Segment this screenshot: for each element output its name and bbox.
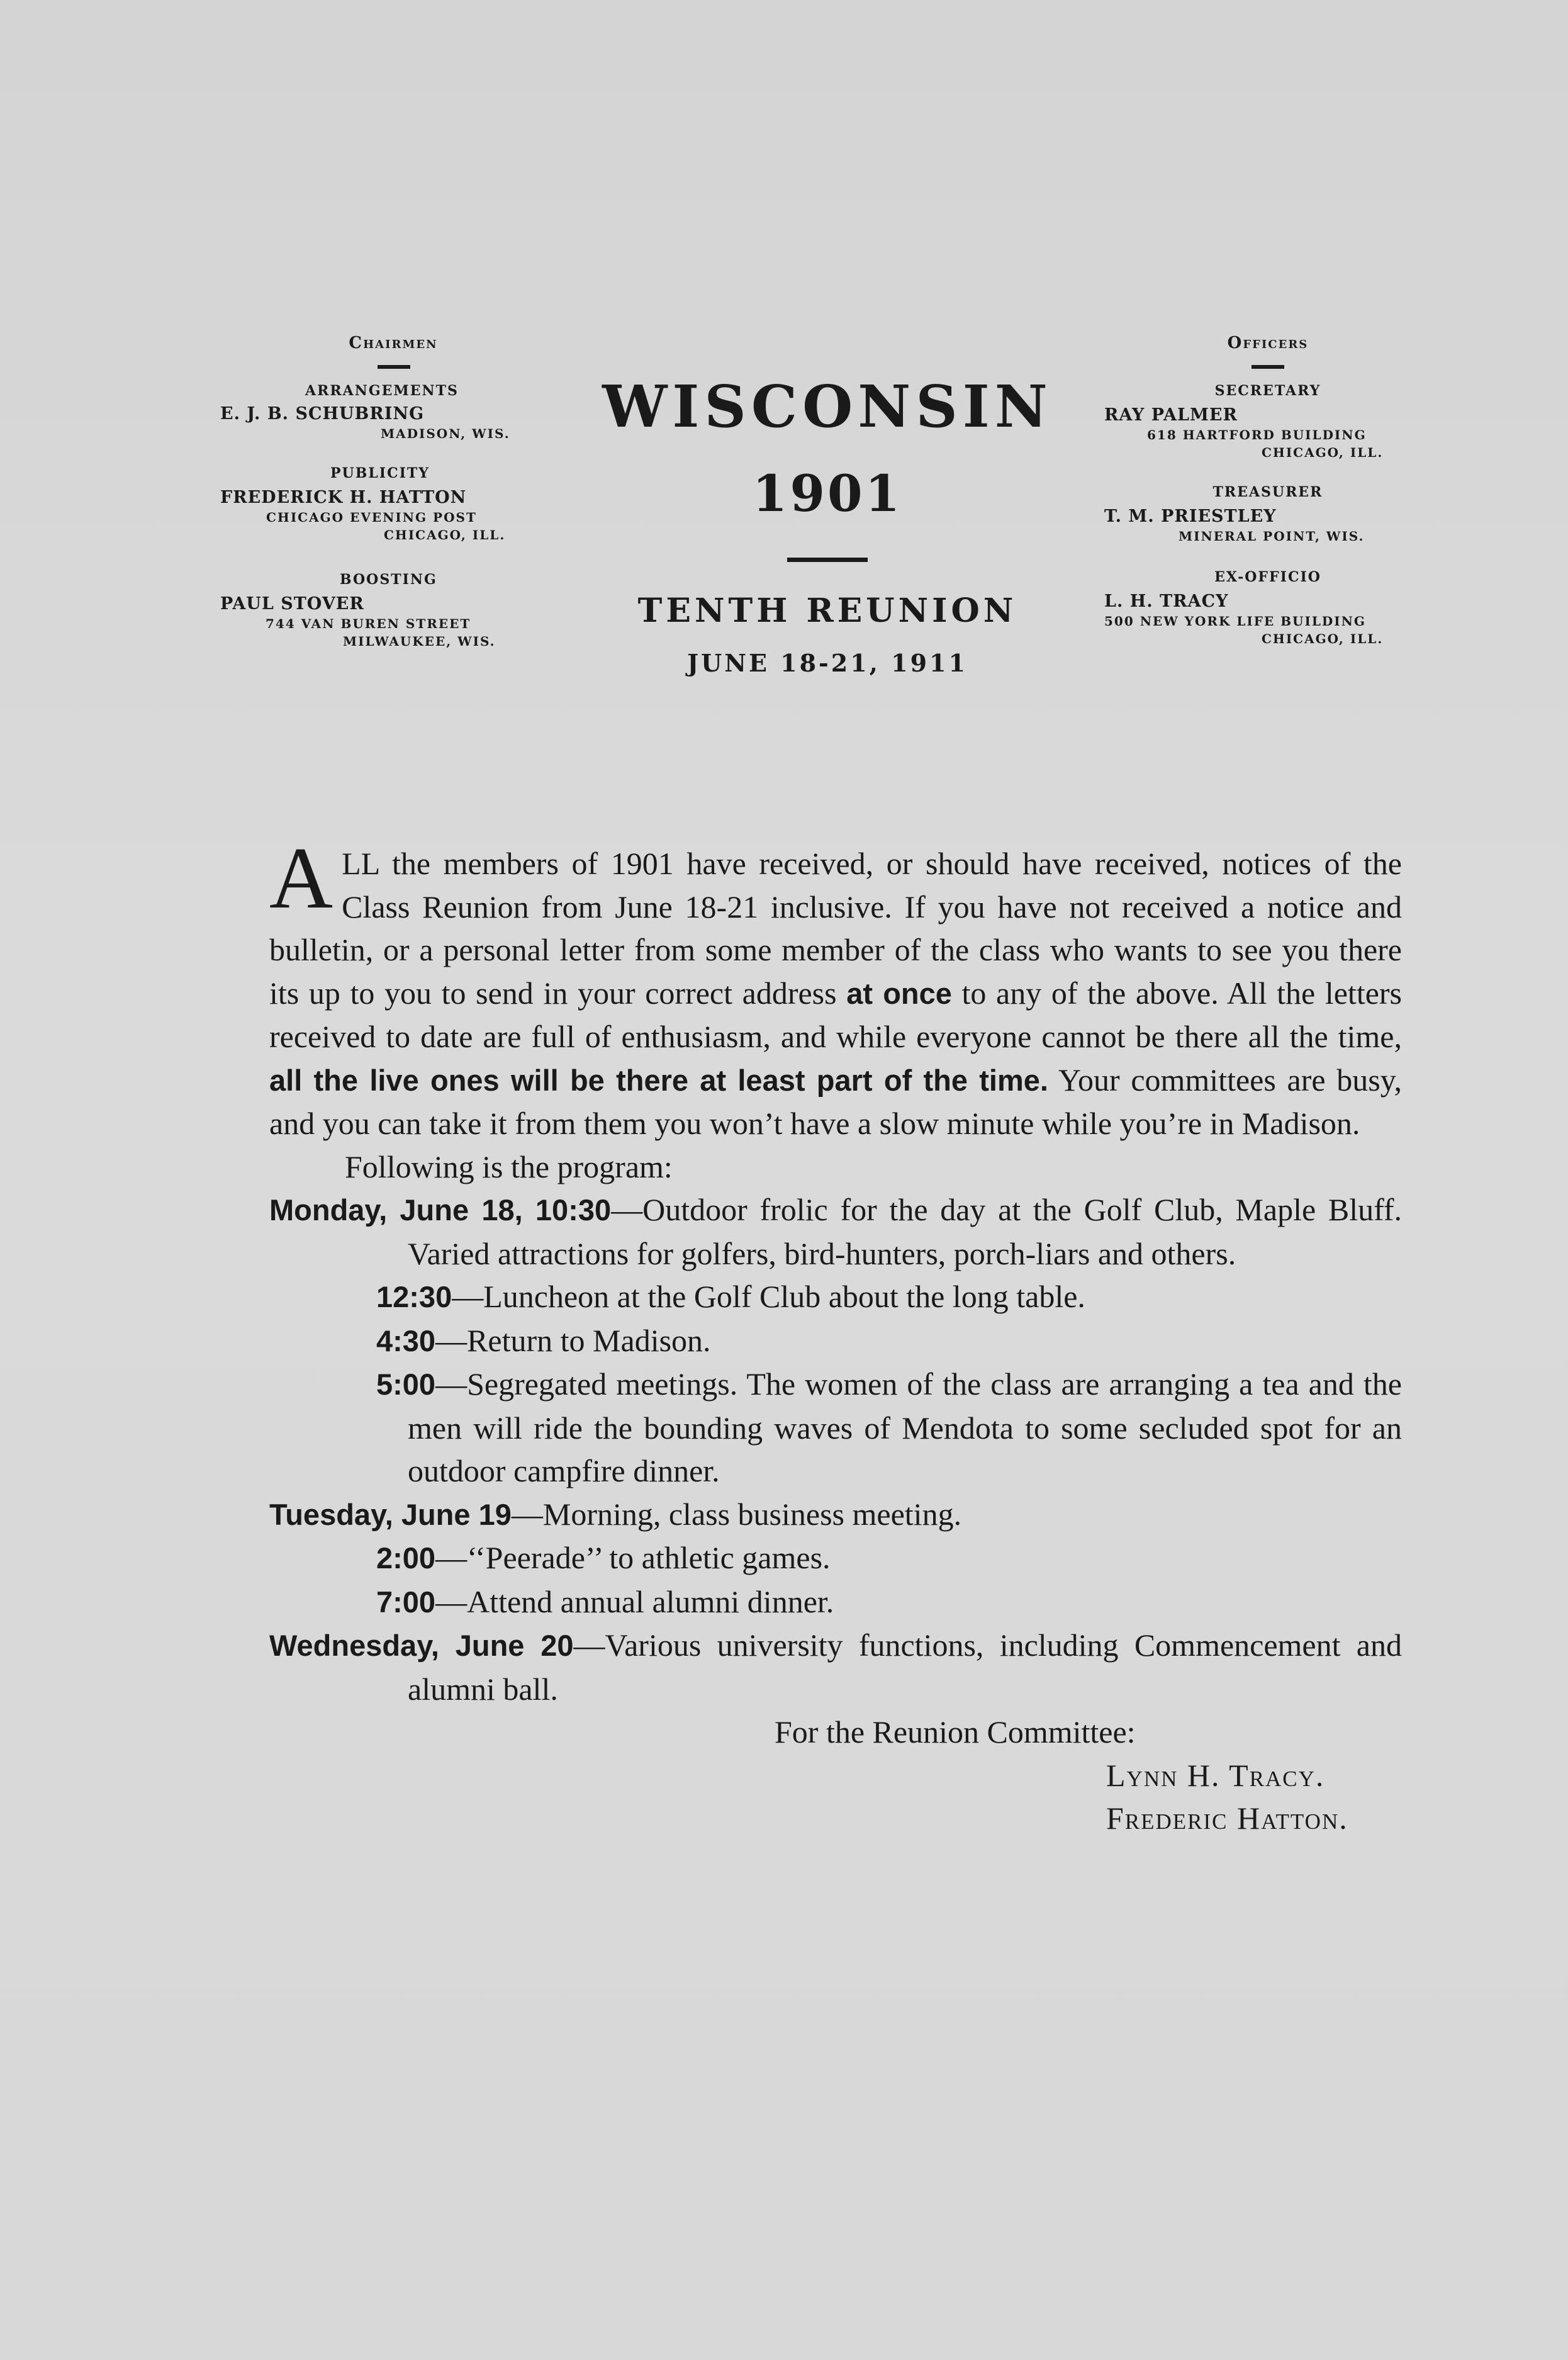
ex-officio-section	[1104, 569, 1431, 646]
schedule-text: —Outdoor frolic for the day at the Golf Club, Maple Bluff. Varied attractions for golfers, bird-hunters, porch-liars and others.	[408, 1192, 1402, 1271]
divider	[787, 558, 868, 562]
person-name: FREDERICK H. HATTON	[220, 488, 467, 507]
schedule-time: 5:00	[376, 1368, 436, 1401]
person-name: PAUL STOVER	[220, 594, 364, 614]
emphasis-text: all the live ones will be there at least part of the time.	[269, 1063, 1048, 1097]
signature-block	[269, 1711, 1402, 1840]
address-line: CHICAGO EVENING POST	[266, 510, 477, 525]
program-intro: Following is the program:	[345, 1149, 673, 1184]
schedule-time: 2:00	[376, 1541, 436, 1575]
schedule-entry	[269, 1536, 1402, 1580]
schedule-time: 4:30	[376, 1323, 436, 1357]
schedule-time: 7:00	[376, 1585, 436, 1619]
treasurer-section	[1104, 484, 1431, 544]
schedule-text: —Attend annual alumni dinner.	[435, 1583, 834, 1619]
divider	[1252, 365, 1284, 369]
address-line: 744 VAN BUREN STREET	[266, 616, 471, 631]
schedule-entry	[269, 1580, 1402, 1624]
section-label: ARRANGEMENTS	[305, 383, 459, 399]
address-line: CHICAGO, ILL.	[384, 527, 506, 542]
page-title: WISCONSIN	[602, 373, 1053, 441]
chairmen-header: Chairmen	[349, 334, 438, 352]
schedule-entry-monday	[269, 1188, 1402, 1275]
signer-name: Frederic Hatton.	[1106, 1801, 1348, 1836]
schedule-text: —Morning, class business meeting.	[511, 1496, 962, 1532]
schedule-entry	[269, 1319, 1402, 1363]
address-line: 618 HARTFORD BUILDING	[1147, 427, 1367, 442]
schedule-time: 12:30	[376, 1280, 452, 1313]
closing-line: For the Reunion Committee:	[775, 1714, 1136, 1750]
arrangements-section	[220, 383, 547, 441]
boosting-section	[220, 571, 547, 649]
address-line: 500 NEW YORK LIFE BUILDING	[1104, 614, 1366, 629]
schedule-text: —Return to Madison.	[435, 1322, 711, 1358]
intro-text: LL the members of 1901 have received, or should have received, notices of the Class Reunion from June 18-21 inclusive. If you have not received a notice and bulletin, or a personal letter from some member of the class who wants to see you there its up to you to send in your correct address	[269, 846, 1402, 1011]
schedule-entry-wednesday	[269, 1624, 1402, 1711]
schedule-day: Wednesday, June 20	[269, 1629, 574, 1662]
letterhead-center	[554, 373, 1101, 677]
signer-name: Lynn H. Tracy.	[1106, 1757, 1325, 1793]
section-label: TREASURER	[1212, 484, 1323, 500]
schedule-text: —Various university functions, including Commencement and alumni ball.	[408, 1627, 1402, 1707]
secretary-section	[1104, 383, 1431, 460]
program-schedule	[269, 1188, 1402, 1711]
schedule-entry-tuesday	[269, 1493, 1402, 1537]
schedule-entry	[269, 1363, 1402, 1493]
letter-body	[269, 829, 1403, 1840]
intro-text: Your committees are busy, and you can take it from them you won’t have a slow minute while you’re in Madison.	[269, 1062, 1403, 1141]
address-line: CHICAGO, ILL.	[1262, 445, 1384, 460]
drop-cap: A	[269, 829, 333, 927]
person-name: E. J. B. SCHUBRING	[220, 404, 425, 424]
person-name: RAY PALMER	[1104, 405, 1238, 425]
officers-header: Officers	[1227, 334, 1309, 352]
chairmen-column	[220, 334, 547, 668]
schedule-text: —‘‘Peerade’’ to athletic games.	[435, 1540, 831, 1575]
intro-paragraph	[269, 829, 1403, 1145]
section-label: PUBLICITY	[330, 465, 430, 481]
schedule-entry	[269, 1275, 1402, 1319]
publicity-section	[220, 465, 547, 542]
intro-text: to any of the above. All the letters received to date are full of enthusiasm, and while everyone cannot be there all the time,	[269, 975, 1403, 1054]
address-line: CHICAGO, ILL.	[1262, 631, 1384, 646]
schedule-day: Tuesday, June 19	[269, 1497, 512, 1531]
reunion-dates: JUNE 18-21, 1911	[687, 649, 968, 677]
schedule-day: Monday, June 18, 10:30	[269, 1193, 612, 1227]
section-label: EX-OFFICIO	[1214, 569, 1321, 585]
person-name: T. M. PRIESTLEY	[1104, 507, 1277, 526]
class-year: 1901	[752, 464, 903, 523]
person-name: L. H. TRACY	[1104, 592, 1229, 611]
address-line: MADISON, WIS.	[381, 426, 510, 441]
section-label: SECRETARY	[1214, 383, 1321, 399]
schedule-text: —Luncheon at the Golf Club about the long table.	[452, 1279, 1085, 1314]
section-label: BOOSTING	[340, 571, 437, 588]
schedule-text: —Segregated meetings. The women of the class are arranging a tea and the men will ride the bounding waves of Mendota to some secluded spot for an outdoor campfire dinner.	[408, 1366, 1402, 1488]
divider	[378, 365, 410, 369]
officers-column	[1104, 334, 1431, 665]
address-line: MILWAUKEE, WIS.	[343, 634, 496, 649]
reunion-title: TENTH REUNION	[637, 592, 1017, 630]
address-line: MINERAL POINT, WIS.	[1179, 529, 1365, 544]
emphasis-text: at once	[846, 976, 952, 1010]
